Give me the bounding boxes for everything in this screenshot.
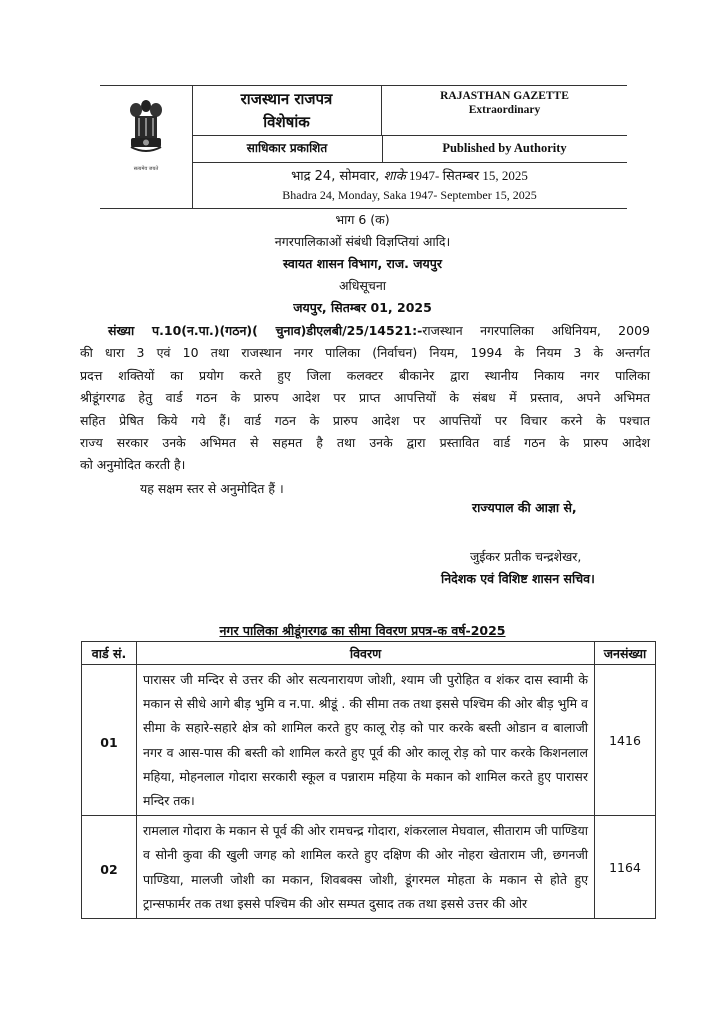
table-row	[82, 665, 656, 816]
ward-number: 02	[82, 816, 137, 919]
gazette-hindi-title	[192, 86, 382, 136]
ward-boundary-table	[81, 641, 656, 919]
ward-population: 1416	[595, 665, 656, 816]
issue-date-hindi	[192, 166, 627, 187]
body-line: की धारा 3 एवं 10 तथा राजस्थान नगर पालिका (निर्वाचन) नियम, 1994 के नियम 3 के अन्तर्गत	[80, 345, 650, 361]
schedule-title: नगर पालिका श्रीडूंगरगढ का सीमा विवरण प्रपत्र-क वर्ष-2025	[219, 623, 506, 638]
notification-body	[80, 320, 650, 477]
emblem-motto: सत्यमेव जयते	[133, 166, 159, 172]
body-line: राज्य सरकार उनके अभिमत से सहमत है तथा उनके द्वारा प्रस्तावित वार्ड गठन के प्रारुप आदेश	[80, 435, 650, 451]
table-header-row	[82, 642, 656, 665]
column-header-description: विवरण	[137, 642, 595, 665]
body-line-first	[80, 320, 650, 342]
gazette-english-title	[382, 86, 627, 136]
column-header-ward-no: वार्ड सं.	[82, 642, 137, 665]
date-hindi-prefix: भाद्र 24, सोमवार,	[291, 169, 384, 184]
hindi-authority: साधिकार प्रकाशित	[192, 136, 383, 163]
table-row	[82, 816, 656, 919]
ward-description: रामलाल गोदारा के मकान से पूर्व की ओर रामचन्द्र गोदारा, शंकरलाल मेघवाल, सीताराम जी पाण्डिया व सोनी कुवा की खुली जगह को शामिल करते हुए दक्षिण की ओर नोहरा खेताराम जी, छगनजी पाण्डिया, मालजी जोशी का मकान, शिवबक्स जोशी, डूंगरमल मोहता के मकान से होते हुए ट्रान्सफार्मर तक तथा इससे पश्चिम की ओर सम्पत दुसाद तक तथा इससे उत्तर की ओर	[137, 816, 595, 919]
place-date: जयपुर, सितम्बर 01, 2025	[293, 300, 432, 315]
body-line: श्रीडूंगरगढ हेतु वार्ड गठन के प्रारुप आदेश पर प्राप्त आपत्तियों के संबध में प्रस्ताव, अपने अभिमत	[80, 390, 650, 406]
by-order-line: राज्यपाल की आज्ञा से,	[472, 500, 577, 515]
approval-line: यह सक्षम स्तर से अनुमोदित हैं ।	[140, 481, 284, 496]
body-line: को अनुमोदित करती है।	[80, 457, 186, 473]
notification-type: अधिसूचना	[338, 278, 387, 293]
signatory-name: जुईकर प्रतीक चन्द्रशेखर,	[470, 549, 582, 564]
state-emblem-icon	[126, 98, 166, 156]
english-subtitle: Extraordinary	[468, 104, 541, 116]
gazette-header	[100, 85, 627, 209]
english-authority: Published by Authority	[382, 136, 627, 163]
hindi-title-line2: विशेषांक	[263, 113, 310, 131]
issue-date	[192, 162, 627, 208]
part-label: भाग 6 (क)	[335, 212, 390, 227]
body-line: प्रदत्त शक्तियों का प्रयोग करते हुए जिला कलक्टर बीकानेर द्वारा स्थानीय निकाय नगर पालिका	[80, 367, 650, 383]
body-line: सहित प्रेषित किये गये हैं। वार्ड गठन के प्रारुप आदेश पर आपत्तियों पर विचार करने के पश्चात	[80, 412, 650, 428]
date-hindi-suffix: 1947- सितम्बर 15, 2025	[405, 168, 528, 183]
english-title: RAJASTHAN GAZETTE	[440, 90, 569, 102]
issue-date-english: Bhadra 24, Monday, Saka 1947- September 15, 2025	[282, 188, 537, 202]
category-label: नगरपालिकाओं संबंधी विज्ञप्तियां आदि।	[274, 234, 451, 249]
emblem-cell	[100, 86, 193, 208]
reference-number: संख्या प.10(न.पा.)(गठन)( चुनाव)डीएलबी/25/14521:-	[108, 323, 423, 338]
department-label: स्वायत शासन विभाग, राज. जयपुर	[282, 256, 443, 271]
hindi-title-line1: राजस्थान राजपत्र	[240, 90, 333, 108]
ward-number: 01	[82, 665, 137, 816]
body-line-1-rest: राजस्थान नगरपालिका अधिनियम, 2009	[422, 323, 650, 338]
date-hindi-saka: शाके	[383, 169, 406, 184]
ward-population: 1164	[595, 816, 656, 919]
ward-description: पारासर जी मन्दिर से उत्तर की ओर सत्यनारायण जोशी, श्याम जी पुरोहित व शंकर दास स्वामी के मकान से सीधे आगे बीड़ भुमि व न.पा. श्रीडूं . की सीमा तक तथा इससे पश्चिम की ओर बीड़ भुमि व सीमा के सहारे-सहारे क्षेत्र को शामिल करते हुए कालू रोड़ को पार करके बस्ती ओडान व बालाजी नगर व आस-पास की बस्ती को शामिल करते हुए पूर्व की ओर कालू रोड़ को पार करके किशनलाल महिया, मोहनलाल गोदारा सरकारी स्कूल व पन्नाराम महिया के मकान को शामिल करते हुए पारासर मन्दिर तक।	[137, 665, 595, 816]
column-header-population: जनसंख्या	[595, 642, 656, 665]
signatory-title: निदेशक एवं विशिष्ट शासन सचिव।	[441, 571, 595, 586]
